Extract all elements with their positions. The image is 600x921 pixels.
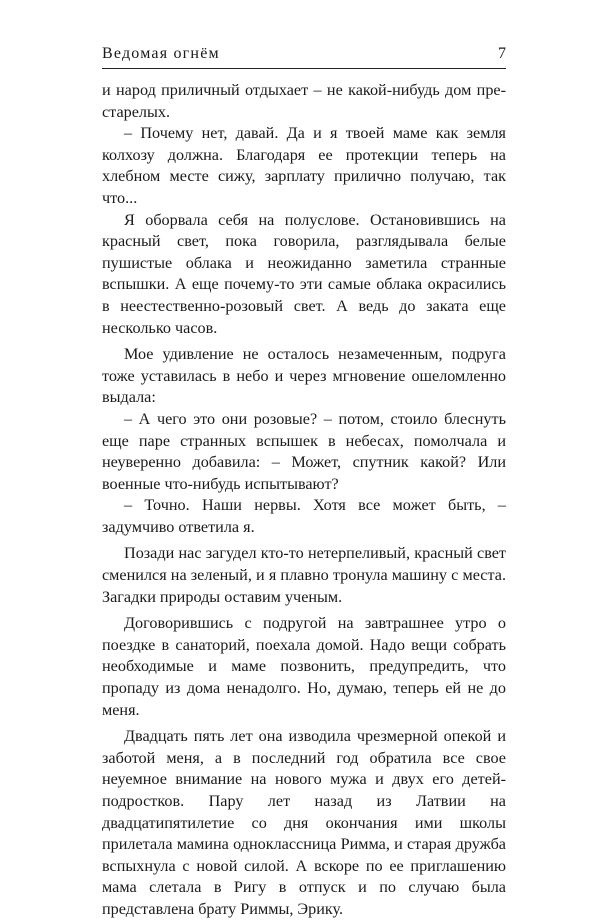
paragraph: и народ приличный отдыхает – не какой-нибудь дом престарелых. [102, 81, 506, 121]
dialogue-paragraph: – Почему нет, давай. Да и я твоей маме как земля колхозу должна. Благодаря ее протекции теперь на хлебном месте сижу, зарплату прилично получаю, так что... [102, 124, 506, 207]
paragraph: Мое удивление не осталось незамеченным, подруга тоже уставилась в небо и через мгновение ошеломленно выдала: [102, 345, 506, 407]
running-head [102, 44, 506, 66]
header-rule [102, 68, 506, 69]
dialogue-paragraph: – А чего это они розовые? – потом, стоило блеснуть еще паре странных вспышек в небесах, помолчала и неуверенно добавила: – Может, спутник какой? Или военные что-нибудь испытывают? [102, 409, 506, 493]
paragraph: Договорившись с подругой на завтрашнее утро о поездке в санаторий, поехала домой. Надо вещи собрать необходимые и маме позвонить, предупредить, что пропаду из дома ненадолго. Но, думаю, теперь ей не до меня. [102, 614, 506, 719]
paragraph: Я оборвала себя на полуслове. Остановившись на красный свет, пока говорила, разглядывала белые пушистые облака и неожиданно заметила странные вспышки. А еще почему-то эти самые облака окрасились в неестественно-розовый свет. А ведь до заката еще несколько часов. [102, 210, 506, 337]
body-text [102, 80, 506, 921]
dialogue-paragraph: – Точно. Наши нервы. Хотя все может быть, – задумчиво ответила я. [102, 496, 506, 536]
page-number: 7 [498, 45, 506, 62]
paragraph: Двадцать пять лет она изводила чрезмерной опекой и заботой меня, а в последний год обратила все свое неуемное внимание на нового мужа и двух его детей-подростков. Пару лет назад из Латвии на двадцатипятилетие со дня окончания ими школы прилетала мамина одноклассница Римма, и старая дружба вспыхнула с новой силой. А вскоре по ее приглашению мама слетала в Ригу в отпуск и по случаю была представлена брату Риммы, Эрику. [102, 727, 506, 918]
running-title: Ведомая огнём [102, 45, 220, 62]
paragraph: Позади нас загудел кто-то нетерпеливый, красный свет сменился на зеленый, и я плавно тронула машину с места. Загадки природы оставим ученым. [102, 544, 506, 606]
